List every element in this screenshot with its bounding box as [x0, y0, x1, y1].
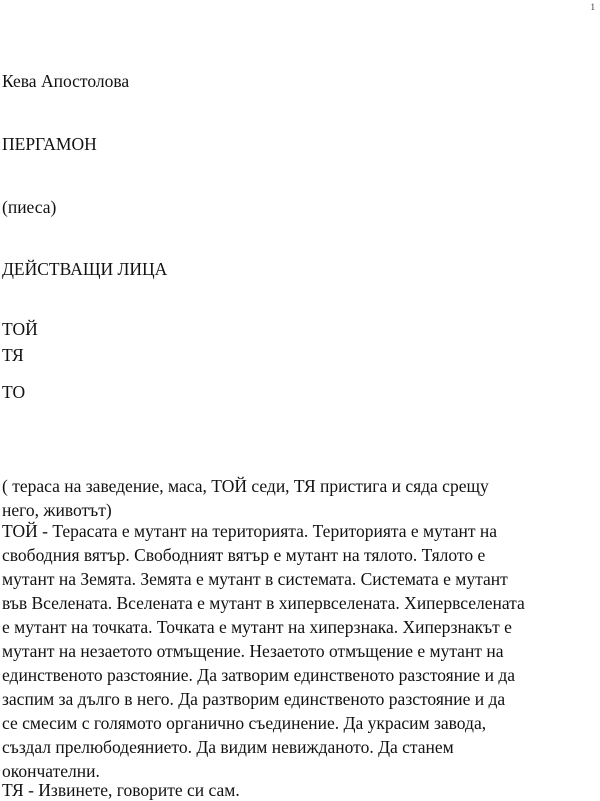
speech-line: е мутант на точката. Точката е мутант на хиперзнака. Хиперзнакът е: [2, 617, 512, 637]
speech-line: единственото разстояние. Да затворим единственото разстояние и да: [2, 665, 515, 685]
speech-toi: [2, 519, 600, 783]
cast-member-toi: ТОЙ: [2, 319, 38, 339]
genre-label: (пиеса): [2, 197, 57, 217]
page-number: 1: [590, 2, 595, 12]
speech-line: свободния вятър. Свободният вятър е мутант на тялото. Тялото е: [2, 545, 486, 565]
speech-line: се смесим с голямото органично съединение. Да украсим завода,: [2, 713, 487, 733]
speech-line: във Вселената. Вселената е мутант в хипервселената. Хипервселената: [2, 593, 525, 613]
stage-direction: [2, 474, 600, 522]
cast-member-tya: ТЯ: [2, 345, 24, 365]
stage-direction-line: ( тераса на заведение, маса, ТОЙ седи, ТЯ пристига и сяда срещу: [2, 476, 489, 496]
author-name: Кева Апостолова: [2, 71, 130, 91]
speech-line: окончателни.: [2, 761, 100, 781]
speech-line: ТОЙ - Терасата е мутант на територията. Територията е мутант на: [2, 521, 498, 541]
speech-line: създал прелюбодеянието. Да видим невижданото. Да станем: [2, 737, 454, 757]
cast-member-to: ТО: [2, 382, 26, 402]
cast-heading: ДЕЙСТВАЩИ ЛИЦА: [2, 259, 168, 279]
speech-line: мутант на Земята. Земята е мутант в системата. Системата е мутант: [2, 569, 508, 589]
speech-line: заспим за дълго в него. Да разтворим единственото разстояние и да: [2, 689, 506, 709]
speech-tya: ТЯ - Извинете, говорите си сам.: [2, 780, 240, 800]
play-title: ПЕРГАМОН: [2, 134, 97, 154]
stage-direction-line: него, животът): [2, 500, 112, 520]
speech-line: мутант на незаетото отмъщение. Незаетото отмъщение е мутант на: [2, 641, 504, 661]
